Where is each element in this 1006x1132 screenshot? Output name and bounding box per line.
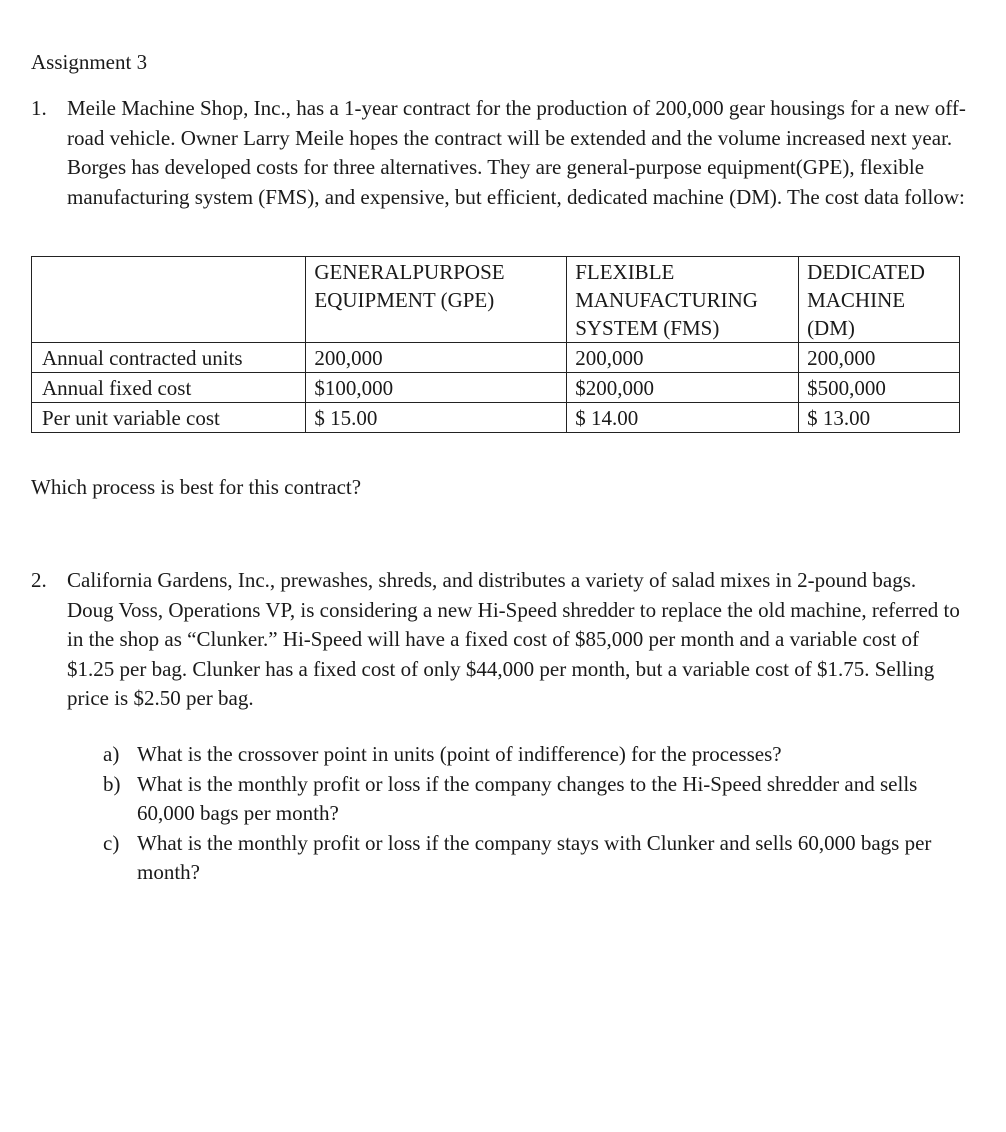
table-header-cell: FLEXIBLE MANUFACTURING SYSTEM (FMS) xyxy=(567,257,799,343)
question-2-parts xyxy=(103,740,963,888)
list-item xyxy=(103,770,963,829)
question-2 xyxy=(31,566,966,714)
table-cell: $ 15.00 xyxy=(306,403,567,433)
table-row xyxy=(32,373,960,403)
table-cell: $500,000 xyxy=(799,373,960,403)
table-row-label: Per unit variable cost xyxy=(32,403,306,433)
table-row xyxy=(32,403,960,433)
question-1-number: 1. xyxy=(31,96,47,120)
table-cell: $ 14.00 xyxy=(567,403,799,433)
list-item-text: What is the monthly profit or loss if the company stays with Clunker and sells 60,000 bags per month? xyxy=(137,830,932,884)
table-cell: 200,000 xyxy=(567,343,799,373)
table-header-cell: DEDICATED MACHINE (DM) xyxy=(799,257,960,343)
table-header-row xyxy=(32,257,960,343)
table-row-label: Annual fixed cost xyxy=(32,373,306,403)
question-2-text: California Gardens, Inc., prewashes, shreds, and distributes a variety of salad mixes in 2-pound bags. Doug Voss, Operations VP, is considering a new Hi-Speed shredder to replace the old machine, referred to in the shop as “Clunker.” Hi-Speed will have a fixed cost of $85,000 per month and a variable cost of $1.25 per bag. Clunker has a fixed cost of only $44,000 per month, but a variable cost of $1.75. Selling price is $2.50 per bag. xyxy=(67,568,960,710)
list-item-text: What is the monthly profit or loss if the company changes to the Hi-Speed shredder and sells 60,000 bags per month? xyxy=(137,771,918,825)
table-cell: 200,000 xyxy=(799,343,960,373)
list-item xyxy=(103,740,963,770)
question-2-number: 2. xyxy=(31,568,47,592)
assignment-title: Assignment 3 xyxy=(31,50,148,74)
list-item xyxy=(103,829,963,888)
table-header-cell xyxy=(32,257,306,343)
cost-data-table xyxy=(31,256,960,433)
table-cell: 200,000 xyxy=(306,343,567,373)
table-cell: $ 13.00 xyxy=(799,403,960,433)
table-row-label: Annual contracted units xyxy=(32,343,306,373)
list-item-marker: b) xyxy=(103,771,121,796)
table-cell: $200,000 xyxy=(567,373,799,403)
list-item-marker: c) xyxy=(103,830,120,855)
question-1-prompt: Which process is best for this contract? xyxy=(31,475,362,499)
list-item-text: What is the crossover point in units (point of indifference) for the processes? xyxy=(137,742,782,766)
table-header-cell: GENERALPURPOSE EQUIPMENT (GPE) xyxy=(306,257,567,343)
list-item-marker: a) xyxy=(103,742,120,766)
table-cell: $100,000 xyxy=(306,373,567,403)
question-1 xyxy=(31,94,966,212)
question-1-text: Meile Machine Shop, Inc., has a 1-year contract for the production of 200,000 gear housings for a new off-road vehicle. Owner Larry Meile hopes the contract will be extended and the volume increased next year. Borges has developed costs for three alternatives. They are general-purpose equipment(GPE), flexible manufacturing system (FMS), and expensive, but efficient, dedicated machine (DM). The cost data follow: xyxy=(67,96,966,209)
table-row xyxy=(32,343,960,373)
